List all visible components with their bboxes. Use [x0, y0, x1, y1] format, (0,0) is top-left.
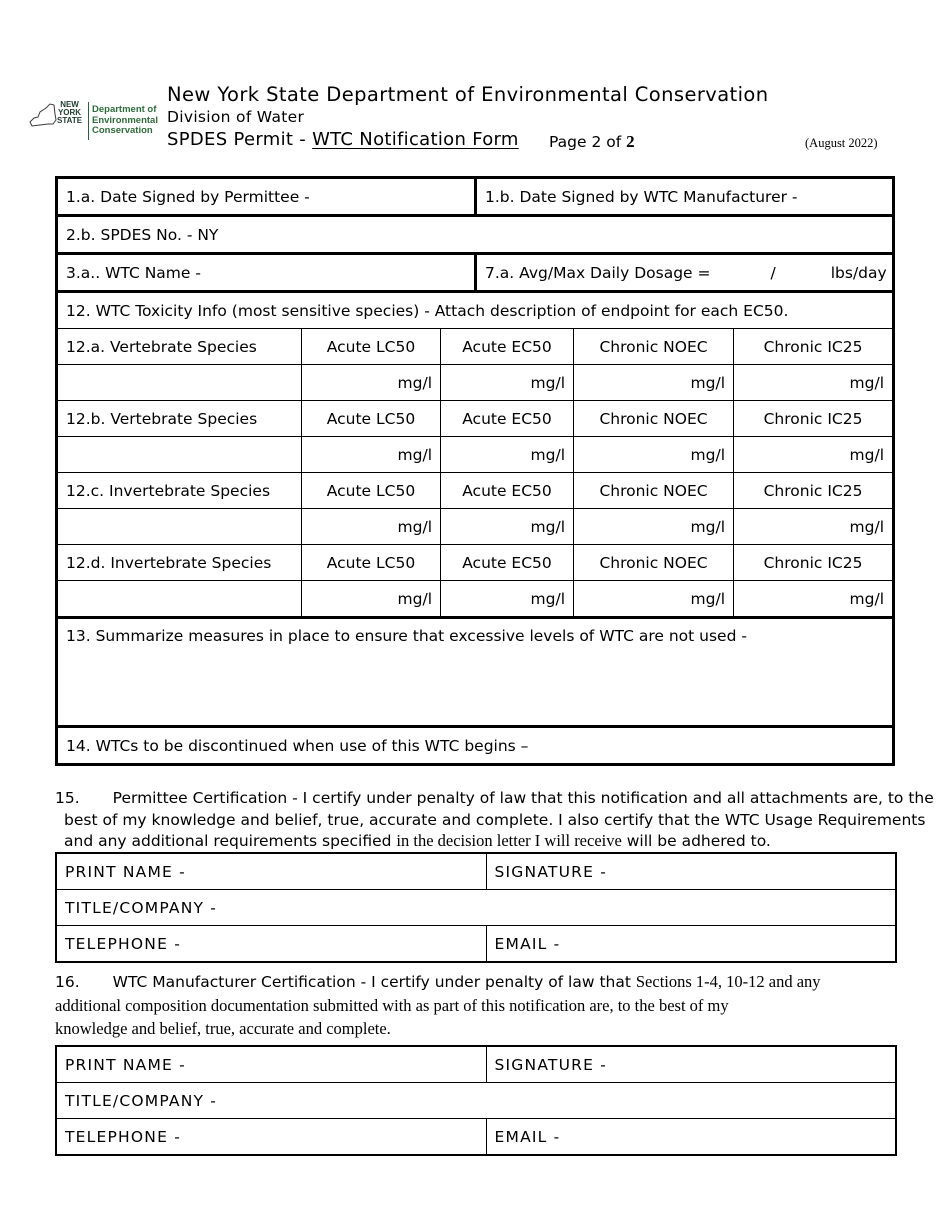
manufacturer-certification-text: 16. WTC Manufacturer Certification - I certify under penalty of law that Sections 1-4, 10-12 and any additional composition documentation submitted with as part of this notification are, to the best of my knowledge and belief, true, accurate and complete.	[55, 972, 821, 1038]
chronic-noec-field[interactable]: mg/l	[574, 365, 734, 401]
daily-dosage-field[interactable]: 7.a. Avg/Max Daily Dosage = / lbs/day	[476, 254, 894, 292]
chronic-noec-field[interactable]: mg/l	[574, 581, 734, 618]
wtc-name-field[interactable]: 3.a.. WTC Name -	[57, 254, 476, 292]
logo-department-wordmark: Department of Environmental Conservation	[92, 104, 158, 136]
acute-ec50-field[interactable]: mg/l	[441, 437, 574, 473]
chronic-noec-field[interactable]: mg/l	[574, 437, 734, 473]
species-value-row	[57, 365, 894, 401]
species-value-row	[57, 437, 894, 473]
date-signed-permittee-field[interactable]: 1.a. Date Signed by Permittee -	[57, 178, 476, 216]
manufacturer-signature-table	[55, 1045, 897, 1156]
permittee-certification-text: 15. Permittee Certification - I certify under penalty of law that this notification and all attachments are, to the best of my knowledge and belief, true, accurate and complete. I also certify that the WTC Usage Requirements and any additional requirements specified in the decision letter I will receive will be adhered to.	[55, 789, 934, 850]
form-title: SPDES Permit - WTC Notification Form	[167, 129, 519, 150]
discontinued-wtcs-field[interactable]: 14. WTCs to be discontinued when use of this WTC begins –	[57, 727, 894, 765]
manufacturer-signature-field[interactable]: SIGNATURE -	[486, 1046, 896, 1083]
chronic-ic25-field[interactable]: mg/l	[734, 509, 894, 545]
column-label-chronic-noec: Chronic NOEC	[574, 401, 734, 437]
species-label: 12.a. Vertebrate Species	[57, 329, 302, 365]
acute-lc50-field[interactable]: mg/l	[302, 365, 441, 401]
acute-ec50-field[interactable]: mg/l	[441, 581, 574, 618]
manufacturer-telephone-field[interactable]: TELEPHONE -	[56, 1119, 486, 1156]
species-header-row	[57, 329, 894, 365]
column-label-acute-lc50: Acute LC50	[302, 401, 441, 437]
spdes-number-field[interactable]: 2.b. SPDES No. - NY	[57, 216, 894, 254]
acute-ec50-field[interactable]: mg/l	[441, 509, 574, 545]
column-label-acute-ec50: Acute EC50	[441, 545, 574, 581]
date-signed-manufacturer-field[interactable]: 1.b. Date Signed by WTC Manufacturer -	[476, 178, 894, 216]
species-label: 12.d. Invertebrate Species	[57, 545, 302, 581]
toxicity-info-header: 12. WTC Toxicity Info (most sensitive species) - Attach description of endpoint for each EC50.	[57, 292, 894, 329]
acute-ec50-field[interactable]: mg/l	[441, 365, 574, 401]
column-label-acute-ec50: Acute EC50	[441, 473, 574, 509]
column-label-chronic-ic25: Chronic IC25	[734, 473, 894, 509]
permittee-signature-table	[55, 852, 897, 963]
column-label-chronic-noec: Chronic NOEC	[574, 329, 734, 365]
acute-lc50-field[interactable]: mg/l	[302, 509, 441, 545]
species-label: 12.c. Invertebrate Species	[57, 473, 302, 509]
agency-title: New York State Department of Environmental Conservation	[167, 83, 769, 106]
column-label-acute-ec50: Acute EC50	[441, 329, 574, 365]
species-name-field[interactable]	[57, 581, 302, 618]
species-value-row	[57, 581, 894, 618]
species-header-row	[57, 545, 894, 581]
permittee-signature-field[interactable]: SIGNATURE -	[486, 853, 896, 890]
species-header-row	[57, 401, 894, 437]
column-label-chronic-ic25: Chronic IC25	[734, 545, 894, 581]
chronic-noec-field[interactable]: mg/l	[574, 509, 734, 545]
column-label-chronic-ic25: Chronic IC25	[734, 329, 894, 365]
column-label-chronic-ic25: Chronic IC25	[734, 401, 894, 437]
manufacturer-print-name-field[interactable]: PRINT NAME -	[56, 1046, 486, 1083]
column-label-acute-lc50: Acute LC50	[302, 545, 441, 581]
chronic-ic25-field[interactable]: mg/l	[734, 581, 894, 618]
species-value-row	[57, 509, 894, 545]
acute-lc50-field[interactable]: mg/l	[302, 437, 441, 473]
acute-lc50-field[interactable]: mg/l	[302, 581, 441, 618]
permittee-print-name-field[interactable]: PRINT NAME -	[56, 853, 486, 890]
manufacturer-title-company-field[interactable]: TITLE/COMPANY -	[56, 1083, 896, 1119]
page-indicator: Page 2 of 2	[549, 132, 635, 151]
species-name-field[interactable]	[57, 437, 302, 473]
column-label-acute-lc50: Acute LC50	[302, 329, 441, 365]
column-label-chronic-noec: Chronic NOEC	[574, 473, 734, 509]
permittee-telephone-field[interactable]: TELEPHONE -	[56, 926, 486, 963]
revision-date: (August 2022)	[805, 136, 878, 150]
species-label: 12.b. Vertebrate Species	[57, 401, 302, 437]
column-label-acute-ec50: Acute EC50	[441, 401, 574, 437]
new-york-state-map-icon	[28, 102, 58, 130]
division-title: Division of Water	[167, 108, 305, 126]
form-name: WTC Notification Form	[312, 129, 519, 150]
wtc-form-table	[55, 176, 895, 766]
logo-divider	[88, 102, 89, 140]
chronic-ic25-field[interactable]: mg/l	[734, 437, 894, 473]
permittee-email-field[interactable]: EMAIL -	[486, 926, 896, 963]
excessive-levels-measures-field[interactable]: 13. Summarize measures in place to ensure that excessive levels of WTC are not used -	[57, 618, 894, 727]
chronic-ic25-field[interactable]: mg/l	[734, 365, 894, 401]
species-name-field[interactable]	[57, 509, 302, 545]
logo-state-wordmark: NEW YORK STATE	[57, 100, 83, 125]
species-header-row	[57, 473, 894, 509]
permittee-title-company-field[interactable]: TITLE/COMPANY -	[56, 890, 896, 926]
column-label-chronic-noec: Chronic NOEC	[574, 545, 734, 581]
column-label-acute-lc50: Acute LC50	[302, 473, 441, 509]
nysdec-logo	[28, 98, 160, 144]
species-name-field[interactable]	[57, 365, 302, 401]
manufacturer-email-field[interactable]: EMAIL -	[486, 1119, 896, 1156]
